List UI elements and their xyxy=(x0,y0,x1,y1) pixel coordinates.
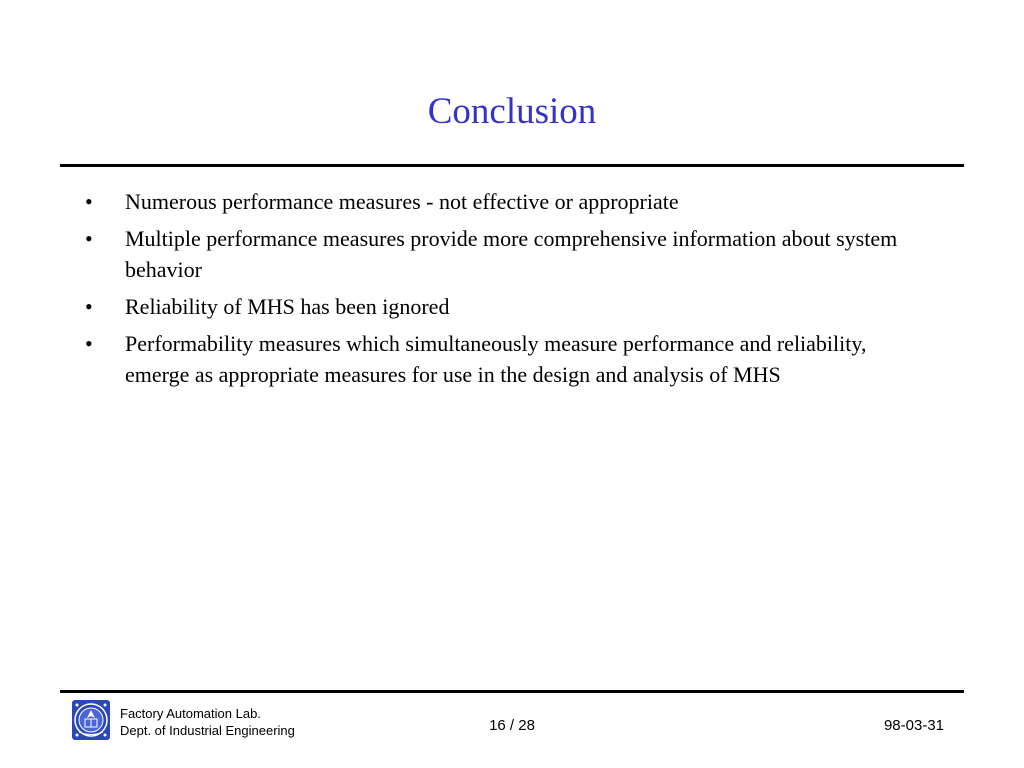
slide-title: Conclusion xyxy=(427,91,597,132)
title-divider xyxy=(60,164,964,167)
lab-name: Factory Automation Lab. xyxy=(120,706,261,721)
bullet-icon: • xyxy=(85,226,93,251)
department-name: Dept. of Industrial Engineering xyxy=(120,723,295,738)
bullet-text: Performability measures which simultaneously measure performance and reliability, emerge as appropriate measures for use in the design and analysis of MHS xyxy=(125,331,867,387)
slide-date: 98-03-31 xyxy=(883,717,944,734)
bullet-text: Multiple performance measures provide more comprehensive information about system behavior xyxy=(125,226,898,282)
page-number: 16 / 28 xyxy=(489,717,535,734)
bullet-icon: • xyxy=(85,294,93,319)
bullet-icon: • xyxy=(85,189,93,214)
footer-divider xyxy=(60,690,964,693)
list-item xyxy=(85,223,925,285)
list-item xyxy=(85,186,925,217)
footer-lab-info xyxy=(120,705,295,739)
university-seal-icon xyxy=(71,699,111,741)
bullet-text: Numerous performance measures - not effective or appropriate xyxy=(125,189,679,214)
bullet-list xyxy=(85,186,925,396)
bullet-icon: • xyxy=(85,331,93,356)
list-item xyxy=(85,291,925,322)
list-item xyxy=(85,328,925,390)
bullet-text: Reliability of MHS has been ignored xyxy=(125,294,450,319)
